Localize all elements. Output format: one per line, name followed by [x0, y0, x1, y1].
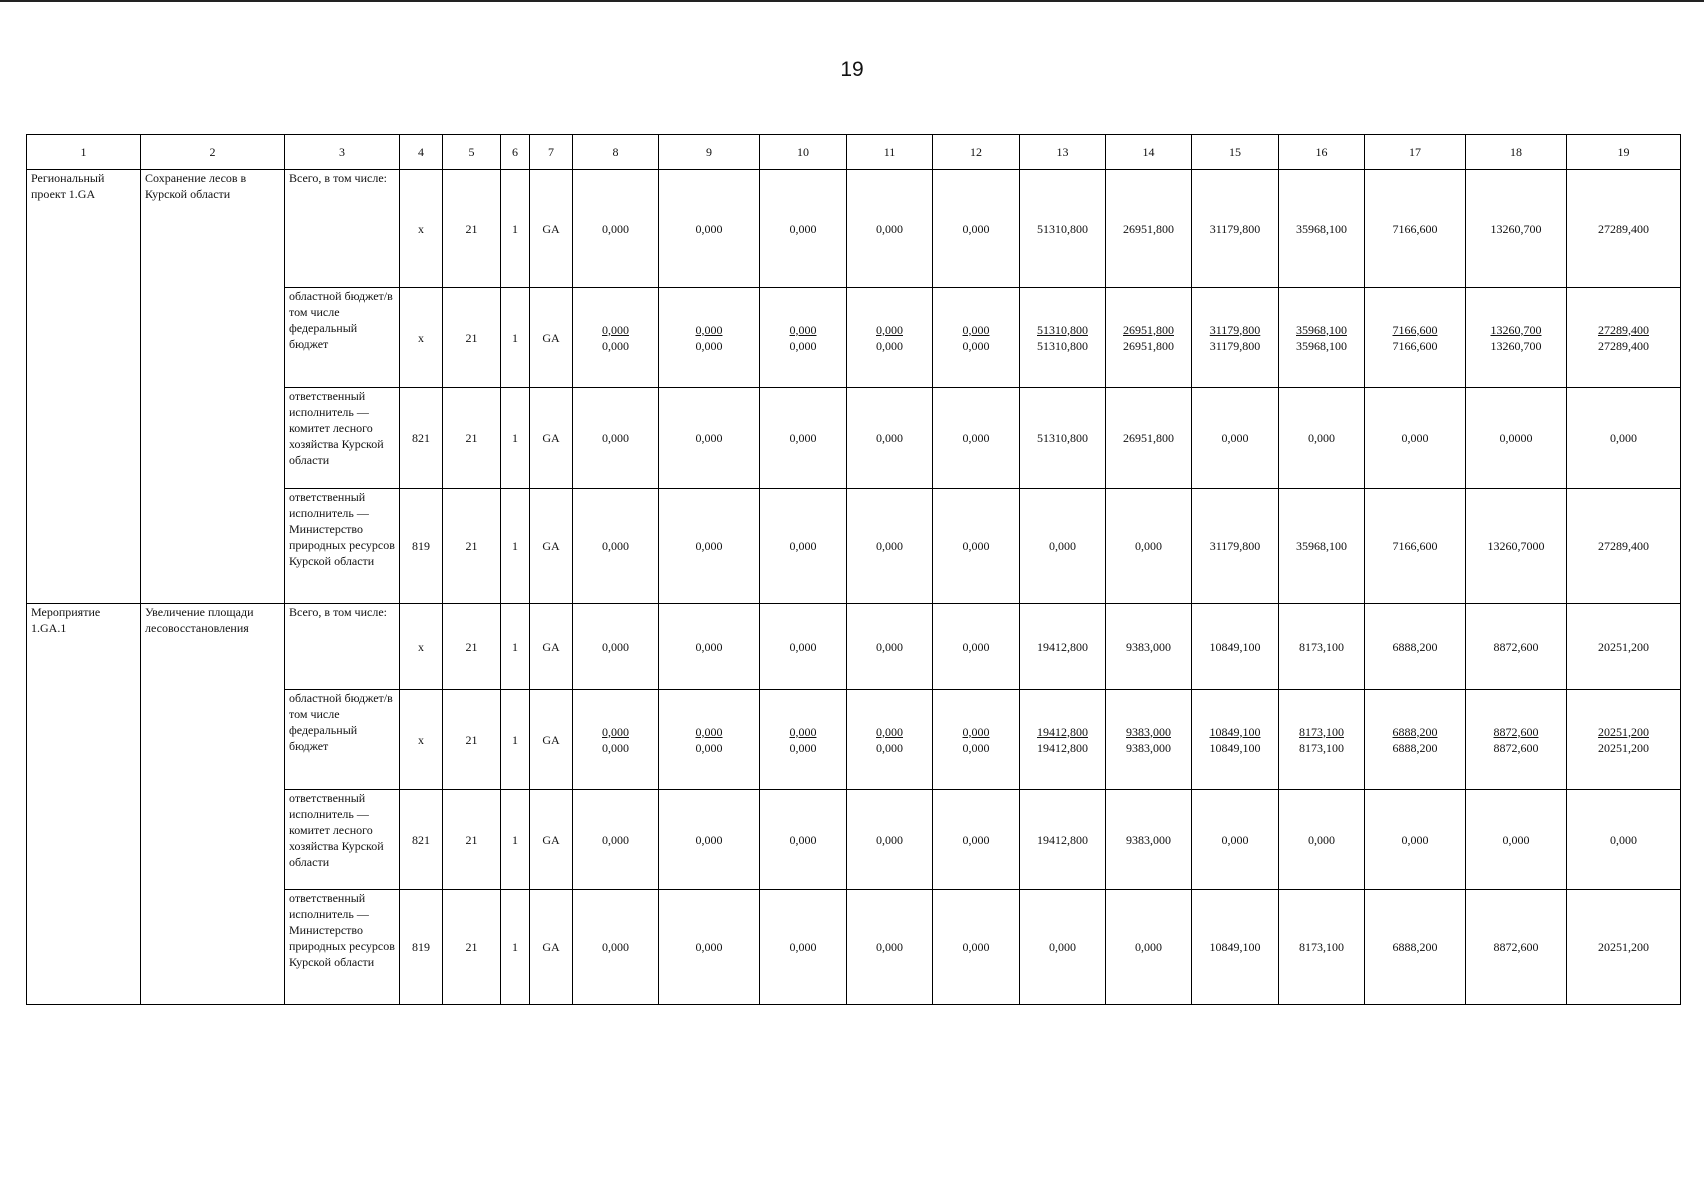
- amount-cell: 27289,400: [1567, 489, 1681, 604]
- column-header: 1: [27, 135, 141, 170]
- amount-cell: 19412,800: [1020, 790, 1106, 890]
- code-gp: 21: [443, 288, 501, 388]
- code-grbs: x: [400, 690, 443, 790]
- amount-cell: [1192, 690, 1279, 790]
- amount-cell: 0,000: [659, 489, 760, 604]
- amount-cell: 7166,600: [1365, 170, 1466, 288]
- amount-total: 0,000: [962, 724, 990, 739]
- amount-federal: 8872,600: [1493, 740, 1539, 755]
- amount-cell: 0,000: [1365, 790, 1466, 890]
- amount-cell: 0,000: [847, 489, 933, 604]
- amount-cell: 31179,800: [1192, 489, 1279, 604]
- amount-cell: [847, 288, 933, 388]
- funding-source: ответственный исполнитель — Министерство природных ресурсов Курской области: [285, 890, 400, 1005]
- amount-cell: 0,000: [1106, 489, 1192, 604]
- amount-total: 7166,600: [1392, 322, 1438, 337]
- amount-cell: [847, 690, 933, 790]
- amount-cell: [1365, 288, 1466, 388]
- amount-total: 0,000: [876, 724, 903, 739]
- amount-cell: 0,000: [573, 604, 659, 690]
- page-number: 19: [840, 58, 864, 81]
- amount-federal: 0,000: [695, 338, 723, 353]
- funding-source: ответственный исполнитель — Министерство природных ресурсов Курской области: [285, 489, 400, 604]
- amount-cell: 35968,100: [1279, 489, 1365, 604]
- amount-total: 0,000: [789, 724, 817, 739]
- amount-cell: [1567, 690, 1681, 790]
- amount-federal: 13260,700: [1490, 338, 1542, 353]
- amount-cell: 0,000: [573, 489, 659, 604]
- amount-cell: [659, 288, 760, 388]
- amount-federal: 7166,600: [1392, 338, 1438, 353]
- amount-federal: 10849,100: [1209, 740, 1261, 755]
- amount-cell: 0,000: [760, 388, 847, 489]
- amount-cell: 20251,200: [1567, 604, 1681, 690]
- amount-total: 13260,700: [1490, 322, 1542, 337]
- amount-cell: [1466, 690, 1567, 790]
- funding-source: ответственный исполнитель — комитет лесного хозяйства Курской области: [285, 790, 400, 890]
- amount-total: 6888,200: [1392, 724, 1438, 739]
- amount-total: 0,000: [602, 322, 629, 337]
- amount-cell: 0,000: [659, 388, 760, 489]
- table-row: [27, 170, 1681, 288]
- amount-cell: 0,000: [659, 604, 760, 690]
- code-gp: 21: [443, 890, 501, 1005]
- code-gp: 21: [443, 170, 501, 288]
- amount-federal: 0,000: [962, 338, 990, 353]
- column-header: 8: [573, 135, 659, 170]
- amount-federal: 0,000: [602, 338, 629, 353]
- amount-cell: [1020, 690, 1106, 790]
- code-om: GA: [530, 170, 573, 288]
- amount-cell: 8872,600: [1466, 890, 1567, 1005]
- funding-source: областной бюджет/в том числе федеральный бюджет: [285, 690, 400, 790]
- column-header: 11: [847, 135, 933, 170]
- amount-cell: 0,000: [659, 890, 760, 1005]
- amount-cell: 0,000: [847, 170, 933, 288]
- amount-federal: 31179,800: [1209, 338, 1261, 353]
- code-pgp: 1: [501, 288, 530, 388]
- funding-source: Всего, в том числе:: [285, 604, 400, 690]
- amount-cell: 0,000: [1567, 388, 1681, 489]
- column-header: 12: [933, 135, 1020, 170]
- amount-cell: [1567, 288, 1681, 388]
- amount-federal: 0,000: [789, 740, 817, 755]
- amount-cell: 10849,100: [1192, 604, 1279, 690]
- amount-cell: 8872,600: [1466, 604, 1567, 690]
- amount-cell: 0,000: [573, 170, 659, 288]
- funding-source: областной бюджет/в том числе федеральный бюджет: [285, 288, 400, 388]
- amount-federal: 26951,800: [1123, 338, 1174, 353]
- amount-cell: 0,000: [760, 890, 847, 1005]
- amount-cell: [760, 288, 847, 388]
- code-gp: 21: [443, 790, 501, 890]
- amount-cell: 0,000: [1567, 790, 1681, 890]
- code-pgp: 1: [501, 170, 530, 288]
- amount-federal: 9383,000: [1126, 740, 1171, 755]
- amount-cell: 19412,800: [1020, 604, 1106, 690]
- amount-federal: 0,000: [789, 338, 817, 353]
- code-gp: 21: [443, 690, 501, 790]
- amount-cell: [760, 690, 847, 790]
- budget-table: [26, 134, 1681, 1005]
- amount-federal: 27289,400: [1598, 338, 1649, 353]
- amount-cell: 0,000: [933, 388, 1020, 489]
- amount-cell: 27289,400: [1567, 170, 1681, 288]
- column-header: 16: [1279, 135, 1365, 170]
- amount-cell: 0,000: [573, 790, 659, 890]
- code-grbs: x: [400, 604, 443, 690]
- amount-total: 0,000: [695, 322, 723, 337]
- amount-cell: [1192, 288, 1279, 388]
- code-om: GA: [530, 890, 573, 1005]
- top-rule: [0, 0, 1704, 2]
- amount-federal: 6888,200: [1392, 740, 1438, 755]
- program-name: Мероприятие 1.GA.1: [27, 604, 141, 1005]
- code-om: GA: [530, 604, 573, 690]
- amount-cell: 31179,800: [1192, 170, 1279, 288]
- amount-total: 20251,200: [1598, 724, 1649, 739]
- amount-cell: 20251,200: [1567, 890, 1681, 1005]
- code-pgp: 1: [501, 604, 530, 690]
- amount-cell: 26951,800: [1106, 388, 1192, 489]
- amount-cell: 0,000: [659, 790, 760, 890]
- amount-cell: 6888,200: [1365, 890, 1466, 1005]
- funding-source: ответственный исполнитель — комитет лесного хозяйства Курской области: [285, 388, 400, 489]
- code-om: GA: [530, 790, 573, 890]
- amount-total: 0,000: [695, 724, 723, 739]
- program-goal: Увеличение площади лесовосстановления: [141, 604, 285, 1005]
- amount-cell: [1020, 288, 1106, 388]
- amount-cell: 0,000: [1466, 790, 1567, 890]
- amount-cell: [573, 690, 659, 790]
- amount-total: 8872,600: [1493, 724, 1539, 739]
- amount-cell: 0,000: [933, 170, 1020, 288]
- column-header: 5: [443, 135, 501, 170]
- amount-cell: 0,000: [847, 604, 933, 690]
- amount-cell: 51310,800: [1020, 388, 1106, 489]
- amount-total: 0,000: [602, 724, 629, 739]
- amount-cell: [933, 288, 1020, 388]
- amount-cell: 0,000: [760, 489, 847, 604]
- amount-total: 31179,800: [1209, 322, 1261, 337]
- amount-total: 0,000: [876, 322, 903, 337]
- amount-cell: 0,000: [760, 790, 847, 890]
- amount-cell: 26951,800: [1106, 170, 1192, 288]
- header-row: [27, 135, 1681, 170]
- amount-total: 19412,800: [1037, 724, 1088, 739]
- column-header: 14: [1106, 135, 1192, 170]
- amount-cell: 0,000: [847, 790, 933, 890]
- code-pgp: 1: [501, 388, 530, 489]
- amount-cell: 0,0000: [1466, 388, 1567, 489]
- code-pgp: 1: [501, 790, 530, 890]
- code-grbs: x: [400, 170, 443, 288]
- amount-federal: 0,000: [962, 740, 990, 755]
- code-om: GA: [530, 690, 573, 790]
- amount-cell: 8173,100: [1279, 604, 1365, 690]
- amount-cell: [1279, 690, 1365, 790]
- amount-cell: [659, 690, 760, 790]
- amount-cell: 0,000: [1020, 890, 1106, 1005]
- amount-cell: 13260,7000: [1466, 489, 1567, 604]
- code-grbs: x: [400, 288, 443, 388]
- amount-federal: 35968,100: [1296, 338, 1347, 353]
- column-header: 18: [1466, 135, 1567, 170]
- amount-cell: 51310,800: [1020, 170, 1106, 288]
- amount-cell: 0,000: [1365, 388, 1466, 489]
- column-header: 4: [400, 135, 443, 170]
- funding-source: Всего, в том числе:: [285, 170, 400, 288]
- code-om: GA: [530, 288, 573, 388]
- code-grbs: 821: [400, 388, 443, 489]
- amount-cell: 0,000: [1020, 489, 1106, 604]
- amount-cell: [933, 690, 1020, 790]
- column-header: 7: [530, 135, 573, 170]
- column-header: 19: [1567, 135, 1681, 170]
- code-grbs: 819: [400, 489, 443, 604]
- amount-federal: 0,000: [602, 740, 629, 755]
- amount-total: 8173,100: [1299, 724, 1344, 739]
- amount-cell: 0,000: [847, 388, 933, 489]
- amount-total: 9383,000: [1126, 724, 1171, 739]
- amount-cell: 0,000: [847, 890, 933, 1005]
- column-header: 9: [659, 135, 760, 170]
- amount-cell: 0,000: [573, 890, 659, 1005]
- amount-cell: 0,000: [1192, 388, 1279, 489]
- code-gp: 21: [443, 604, 501, 690]
- amount-cell: 35968,100: [1279, 170, 1365, 288]
- amount-cell: 0,000: [933, 890, 1020, 1005]
- column-header: 15: [1192, 135, 1279, 170]
- code-pgp: 1: [501, 489, 530, 604]
- code-grbs: 821: [400, 790, 443, 890]
- amount-federal: 0,000: [876, 338, 903, 353]
- code-gp: 21: [443, 388, 501, 489]
- code-pgp: 1: [501, 690, 530, 790]
- amount-cell: 7166,600: [1365, 489, 1466, 604]
- code-gp: 21: [443, 489, 501, 604]
- amount-cell: 0,000: [1279, 790, 1365, 890]
- amount-total: 51310,800: [1037, 322, 1088, 337]
- table-row: [27, 604, 1681, 690]
- program-name: Региональный проект 1.GA: [27, 170, 141, 604]
- amount-federal: 0,000: [876, 740, 903, 755]
- amount-total: 27289,400: [1598, 322, 1649, 337]
- amount-total: 10849,100: [1209, 724, 1261, 739]
- amount-cell: [1365, 690, 1466, 790]
- code-grbs: 819: [400, 890, 443, 1005]
- amount-cell: 0,000: [933, 790, 1020, 890]
- amount-total: 35968,100: [1296, 322, 1347, 337]
- amount-cell: 0,000: [760, 170, 847, 288]
- amount-total: 26951,800: [1123, 322, 1174, 337]
- amount-cell: [1279, 288, 1365, 388]
- amount-total: 0,000: [962, 322, 990, 337]
- amount-cell: 9383,000: [1106, 790, 1192, 890]
- amount-cell: 6888,200: [1365, 604, 1466, 690]
- amount-cell: 0,000: [573, 388, 659, 489]
- amount-cell: 0,000: [1192, 790, 1279, 890]
- column-header: 10: [760, 135, 847, 170]
- amount-federal: 19412,800: [1037, 740, 1088, 755]
- code-pgp: 1: [501, 890, 530, 1005]
- amount-cell: 8173,100: [1279, 890, 1365, 1005]
- amount-cell: 0,000: [760, 604, 847, 690]
- amount-federal: 0,000: [695, 740, 723, 755]
- amount-cell: 0,000: [933, 489, 1020, 604]
- column-header: 17: [1365, 135, 1466, 170]
- amount-cell: [573, 288, 659, 388]
- amount-cell: [1466, 288, 1567, 388]
- amount-federal: 51310,800: [1037, 338, 1088, 353]
- amount-total: 0,000: [789, 322, 817, 337]
- amount-cell: 0,000: [1106, 890, 1192, 1005]
- amount-cell: [1106, 690, 1192, 790]
- program-goal: Сохранение лесов в Курской области: [141, 170, 285, 604]
- amount-cell: 13260,700: [1466, 170, 1567, 288]
- column-header: 13: [1020, 135, 1106, 170]
- code-om: GA: [530, 489, 573, 604]
- amount-cell: 0,000: [933, 604, 1020, 690]
- amount-cell: [1106, 288, 1192, 388]
- code-om: GA: [530, 388, 573, 489]
- amount-cell: 0,000: [1279, 388, 1365, 489]
- amount-cell: 9383,000: [1106, 604, 1192, 690]
- column-header: 2: [141, 135, 285, 170]
- amount-cell: 10849,100: [1192, 890, 1279, 1005]
- amount-cell: 0,000: [659, 170, 760, 288]
- amount-federal: 20251,200: [1598, 740, 1649, 755]
- column-header: 6: [501, 135, 530, 170]
- column-header: 3: [285, 135, 400, 170]
- amount-federal: 8173,100: [1299, 740, 1344, 755]
